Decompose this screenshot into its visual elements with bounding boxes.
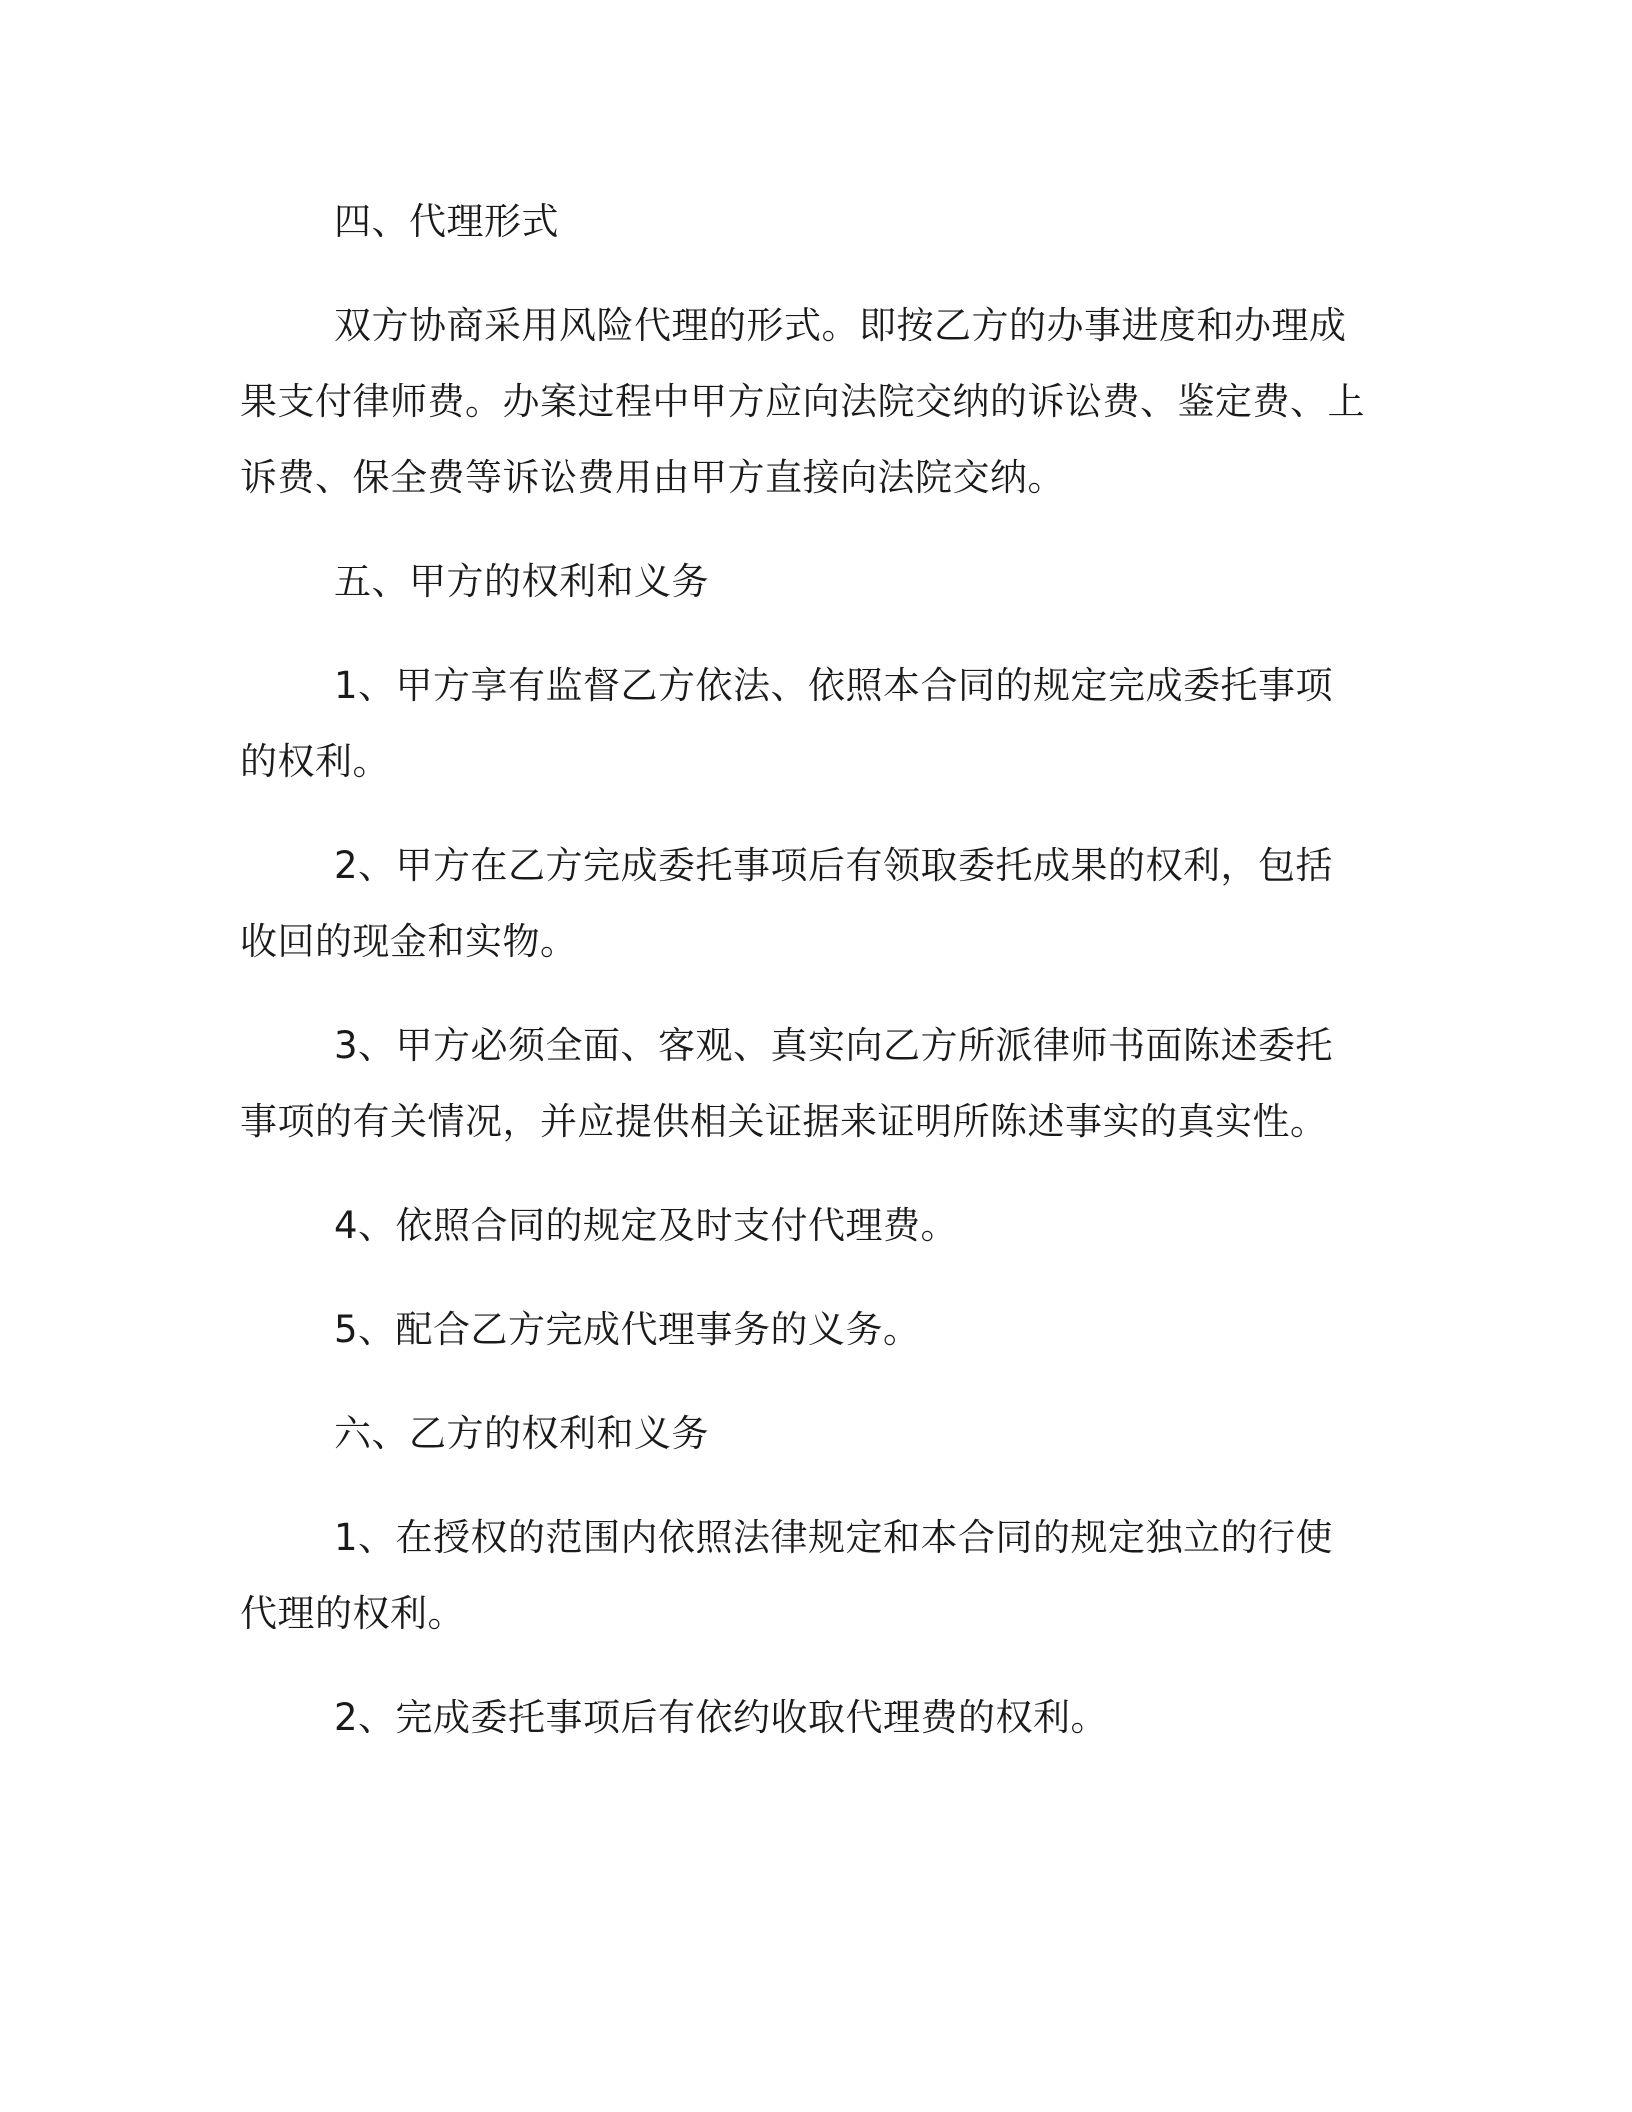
clause-party-b-1: 1、在授权的范围内依照法律规定和本合同的规定独立的行使代理的权利。 <box>240 1516 1334 1635</box>
clause-party-a-5: 5、配合乙方完成代理事务的义务。 <box>334 1308 921 1351</box>
section-heading-agency-form: 四、代理形式 <box>334 200 559 243</box>
clause-party-a-1: 1、甲方享有监督乙方依法、依照本合同的规定完成委托事项的权利。 <box>240 664 1334 783</box>
section-heading-party-b-rights: 六、乙方的权利和义务 <box>334 1412 709 1455</box>
clause-party-b-2: 2、完成委托事项后有依约收取代理费的权利。 <box>334 1696 1109 1739</box>
paragraph-agency-form: 双方协商采用风险代理的形式。即按乙方的办事进度和办理成果支付律师费。办案过程中甲方应向法院交纳的诉讼费、鉴定费、上诉费、保全费等诉讼费用由甲方直接向法院交纳。 <box>240 304 1365 499</box>
clause-party-a-4: 4、依照合同的规定及时支付代理费。 <box>334 1204 959 1247</box>
section-heading-party-a-rights: 五、甲方的权利和义务 <box>334 560 709 603</box>
document-body <box>240 184 1370 1784</box>
clause-party-a-2: 2、甲方在乙方完成委托事项后有领取委托成果的权利，包括收回的现金和实物。 <box>240 844 1334 963</box>
clause-party-a-3: 3、甲方必须全面、客观、真实向乙方所派律师书面陈述委托事项的有关情况，并应提供相关证据来证明所陈述事实的真实性。 <box>240 1024 1334 1143</box>
